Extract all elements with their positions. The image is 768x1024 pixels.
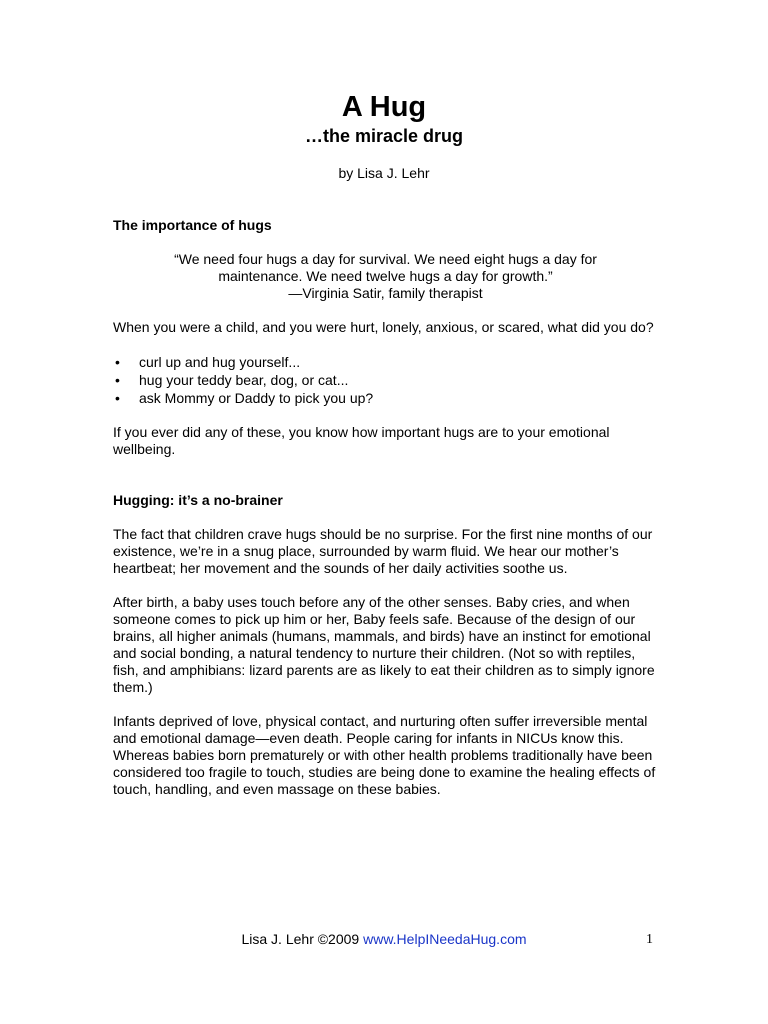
list-item-text: hug your teddy bear, dog, or cat...: [139, 372, 349, 388]
body-paragraph: After birth, a baby uses touch before any of the other senses. Baby cries, and when someone comes to pick up him or her, Baby feels safe. Because of the design of our brains, all higher animals (humans, mammals, and birds) have an instinct for emotional and social bonding, a natural tendency to nurture their children. (Not so with reptiles, fish, and amphibians: lizard parents are as likely to eat their children as to simply ignore them.): [113, 594, 655, 695]
document-body: [113, 217, 658, 798]
website-link[interactable]: www.HelpINeedaHug.com: [363, 931, 527, 947]
quote-line: maintenance. We need twelve hugs a day for growth.”: [218, 268, 553, 284]
page-number: 1: [646, 932, 653, 947]
footer-copyright: Lisa J. Lehr ©2009: [241, 931, 360, 947]
intro-paragraph: When you were a child, and you were hurt, lonely, anxious, or scared, what did you do?: [113, 319, 654, 335]
document-title: A Hug: [341, 91, 427, 123]
quote-line: “We need four hugs a day for survival. We need eight hugs a day for: [174, 251, 597, 267]
bullet-list: [113, 353, 658, 407]
conclusion-paragraph: If you ever did any of these, you know how important hugs are to your emotional wellbeing.: [113, 424, 610, 457]
list-item: [113, 389, 658, 407]
document-subtitle: …the miracle drug: [304, 126, 464, 146]
satir-quote: [113, 251, 658, 302]
list-item: [113, 353, 658, 371]
list-item-text: curl up and hug yourself...: [139, 354, 301, 370]
body-paragraph: The fact that children crave hugs should be no surprise. For the first nine months of our existence, we’re in a snug place, surrounded by warm fluid. We hear our mother’s heartbeat; her movement and the sounds of her daily activities soothe us.: [113, 526, 653, 576]
section-heading-importance: The importance of hugs: [113, 217, 272, 233]
section-heading-no-brainer: Hugging: it’s a no-brainer: [113, 492, 283, 508]
list-item-text: ask Mommy or Daddy to pick you up?: [139, 390, 374, 406]
bullet-icon: •: [115, 372, 120, 388]
author-byline: by Lisa J. Lehr: [338, 165, 430, 181]
bullet-icon: •: [115, 390, 120, 406]
quote-attribution: —Virginia Satir, family therapist: [288, 285, 483, 301]
bullet-icon: •: [115, 354, 120, 370]
list-item: [113, 371, 658, 389]
body-paragraph: Infants deprived of love, physical contact, and nurturing often suffer irreversible mental and emotional damage—even death. People caring for infants in NICUs know this. Whereas babies born prematurely or with other health problems traditionally have been considered too fragile to touch, studies are being done to examine the healing effects of touch, handling, and even massage on these babies.: [113, 713, 656, 797]
